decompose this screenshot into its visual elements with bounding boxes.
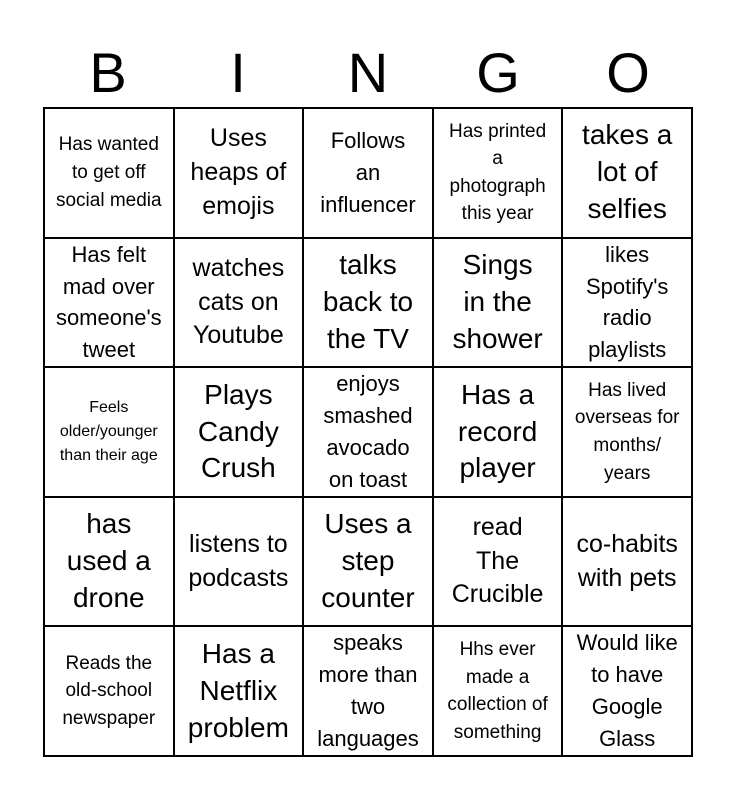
bingo-cell[interactable] — [433, 367, 563, 497]
cell-text: read The Crucible — [451, 512, 544, 609]
bingo-cell[interactable] — [303, 626, 433, 756]
cell-text: Follows an influencer — [320, 127, 416, 217]
cell-text: Uses heaps of emojis — [190, 124, 287, 220]
header-letter-g: G — [476, 41, 520, 104]
bingo-cell[interactable] — [433, 108, 563, 238]
cell-text: watches cats on Youtube — [192, 253, 285, 350]
bingo-cell[interactable] — [44, 497, 174, 627]
bingo-cell[interactable] — [433, 497, 563, 627]
cell-text: Plays Candy Crush — [197, 378, 279, 484]
bingo-cell[interactable] — [44, 238, 174, 368]
cell-text: Sings in the shower — [452, 248, 543, 354]
cell-text: listens to podcasts — [188, 529, 289, 592]
header-letter-i: I — [230, 41, 246, 104]
bingo-cell[interactable] — [44, 108, 174, 238]
bingo-cell[interactable] — [303, 497, 433, 627]
cell-text: co-habits with pets — [576, 529, 678, 592]
bingo-cell[interactable] — [562, 626, 692, 756]
cell-text: Has lived overseas for months/ years — [574, 379, 680, 484]
bingo-cell[interactable] — [562, 238, 692, 368]
bingo-cell[interactable] — [174, 497, 304, 627]
cell-text: enjoys smashed avocado on toast — [323, 371, 413, 492]
cell-text: takes a lot of selfies — [582, 119, 673, 225]
header-letter-n: N — [347, 41, 389, 104]
cell-text: Hhs ever made a collection of something — [447, 639, 548, 743]
bingo-header — [43, 40, 693, 106]
bingo-cell[interactable] — [562, 497, 692, 627]
header-letter-o: O — [606, 41, 650, 104]
header-letter-b: B — [89, 41, 127, 104]
bingo-cell[interactable] — [174, 238, 304, 368]
bingo-cell[interactable] — [174, 626, 304, 756]
cell-text: Reads the old-school newspaper — [62, 652, 156, 729]
bingo-cell[interactable] — [303, 367, 433, 497]
bingo-cell[interactable] — [174, 108, 304, 238]
bingo-cell[interactable] — [303, 238, 433, 368]
bingo-cell[interactable] — [562, 367, 692, 497]
bingo-cell[interactable] — [303, 108, 433, 238]
cell-text: speaks more than two languages — [317, 630, 419, 752]
cell-text: likes Spotify's radio playlists — [585, 241, 669, 363]
cell-text: talks back to the TV — [322, 248, 414, 354]
bingo-cell[interactable] — [562, 108, 692, 238]
bingo-cell[interactable] — [433, 626, 563, 756]
bingo-grid — [43, 107, 693, 757]
cell-text: Would like to have Google Glass — [576, 630, 678, 752]
bingo-cell[interactable] — [44, 367, 174, 497]
cell-text: Uses a step counter — [321, 508, 415, 614]
cell-text: Has wanted to get off social media — [55, 134, 162, 211]
cell-text: has used a drone — [66, 508, 151, 614]
bingo-cell[interactable] — [174, 367, 304, 497]
cell-text: Feels older/younger than their age — [59, 398, 158, 464]
cell-text: Has printed a photograph this year — [449, 120, 547, 225]
cell-text: Has a record player — [457, 378, 538, 484]
bingo-cell[interactable] — [433, 238, 563, 368]
cell-text: Has felt mad over someone's tweet — [55, 241, 162, 363]
cell-text: Has a Netflix problem — [187, 637, 289, 743]
bingo-cell[interactable] — [44, 626, 174, 756]
